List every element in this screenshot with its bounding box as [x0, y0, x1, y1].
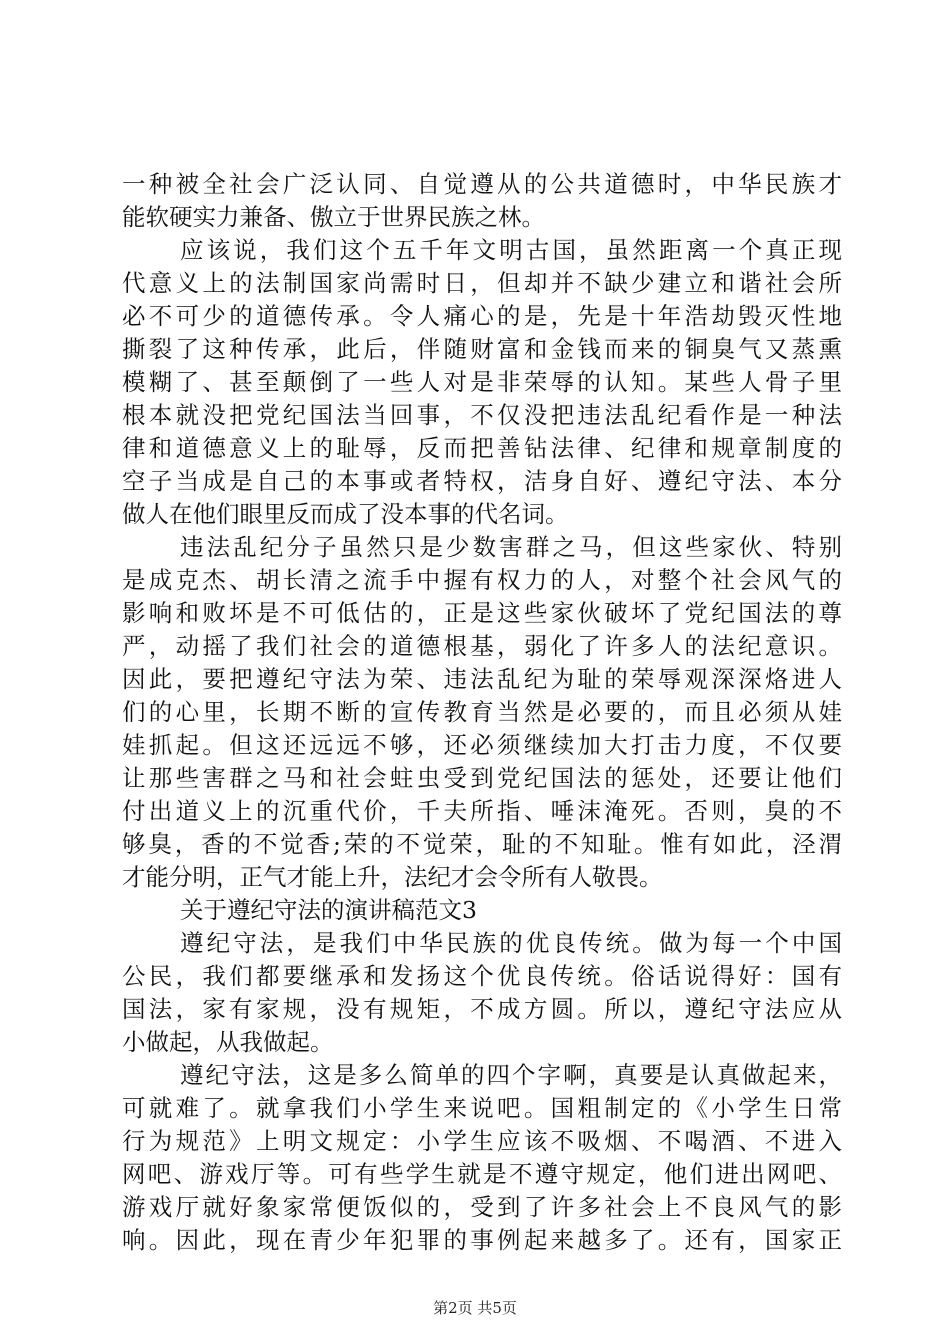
text-line: 们的心里，长期不断的宣传教育当然是必要的，而且必须从娃 — [122, 698, 842, 726]
text-line: 模糊了、甚至颠倒了一些人对是非荣辱的认知。某些人骨子里 — [122, 368, 842, 396]
text-line: 一种被全社会广泛认同、自觉遵从的公共道德时，中华民族才 — [122, 170, 842, 198]
text-line: 代意义上的法制国家尚需时日，但却并不缺少建立和谐社会所 — [122, 269, 842, 297]
text-line: 够臭，香的不觉香;荣的不觉荣，耻的不知耻。惟有如此，泾渭 — [122, 830, 842, 858]
text-line: 公民，我们都要继承和发扬这个优良传统。俗话说得好：国有 — [122, 962, 842, 990]
text-line: 小做起，从我做起。 — [122, 1028, 334, 1056]
text-line: 娃抓起。但这还远远不够，还必须继续加大打击力度，不仅要 — [122, 731, 842, 759]
text-line: 因此，要把遵纪守法为荣、违法乱纪为耻的荣辱观深深烙进人 — [122, 665, 842, 693]
text-line: 违法乱纪分子虽然只是少数害群之马，但这些家伙、特别 — [180, 533, 842, 561]
text-line: 网吧、游戏厅等。可有些学生就是不遵守规定，他们进出网吧、 — [122, 1160, 842, 1188]
text-line: 律和道德意义上的耻辱，反而把善钻法律、纪律和规章制度的 — [122, 434, 842, 462]
text-line: 游戏厅就好象家常便饭似的，受到了许多社会上不良风气的影 — [122, 1193, 842, 1221]
text-line: 让那些害群之马和社会蛀虫受到党纪国法的惩处，还要让他们 — [122, 764, 842, 792]
text-line: 影响和败坏是不可低估的，正是这些家伙破坏了党纪国法的尊 — [122, 599, 842, 627]
text-line: 关于遵纪守法的演讲稿范文3 — [180, 896, 477, 924]
text-line: 应该说，我们这个五千年文明古国，虽然距离一个真正现 — [180, 236, 842, 264]
text-line: 才能分明，正气才能上升，法纪才会令所有人敬畏。 — [122, 863, 663, 891]
text-line: 根本就没把党纪国法当回事，不仅没把违法乱纪看作是一种法 — [122, 401, 842, 429]
page-footer: 第2页 共5页 — [433, 1299, 517, 1317]
text-line: 可就难了。就拿我们小学生来说吧。国粗制定的《小学生日常 — [122, 1094, 842, 1122]
text-line: 响。因此，现在青少年犯罪的事例起来越多了。还有，国家正 — [122, 1226, 842, 1254]
text-line: 遵纪守法，是我们中华民族的优良传统。做为每一个中国 — [180, 929, 842, 957]
text-line: 国法，家有家规，没有规矩，不成方圆。所以，遵纪守法应从 — [122, 995, 842, 1023]
document-body — [122, 168, 842, 1257]
text-line: 必不可少的道德传承。令人痛心的是，先是十年浩劫毁灭性地 — [122, 302, 842, 330]
text-line: 能软硬实力兼备、傲立于世界民族之林。 — [122, 203, 545, 231]
text-line: 撕裂了这种传承，此后，伴随财富和金钱而来的铜臭气又蒸熏 — [122, 335, 842, 363]
text-line: 严，动摇了我们社会的道德根基，弱化了许多人的法纪意识。 — [122, 632, 842, 660]
text-line: 遵纪守法，这是多么简单的四个字啊，真要是认真做起来， — [180, 1061, 842, 1089]
text-line: 做人在他们眼里反而成了没本事的代名词。 — [122, 500, 569, 528]
text-line: 是成克杰、胡长清之流手中握有权力的人，对整个社会风气的 — [122, 566, 842, 594]
text-line: 付出道义上的沉重代价，千夫所指、唾沫淹死。否则，臭的不 — [122, 797, 842, 825]
text-line: 空子当成是自己的本事或者特权，洁身自好、遵纪守法、本分 — [122, 467, 842, 495]
text-line: 行为规范》上明文规定：小学生应该不吸烟、不喝酒、不进入 — [122, 1127, 842, 1155]
